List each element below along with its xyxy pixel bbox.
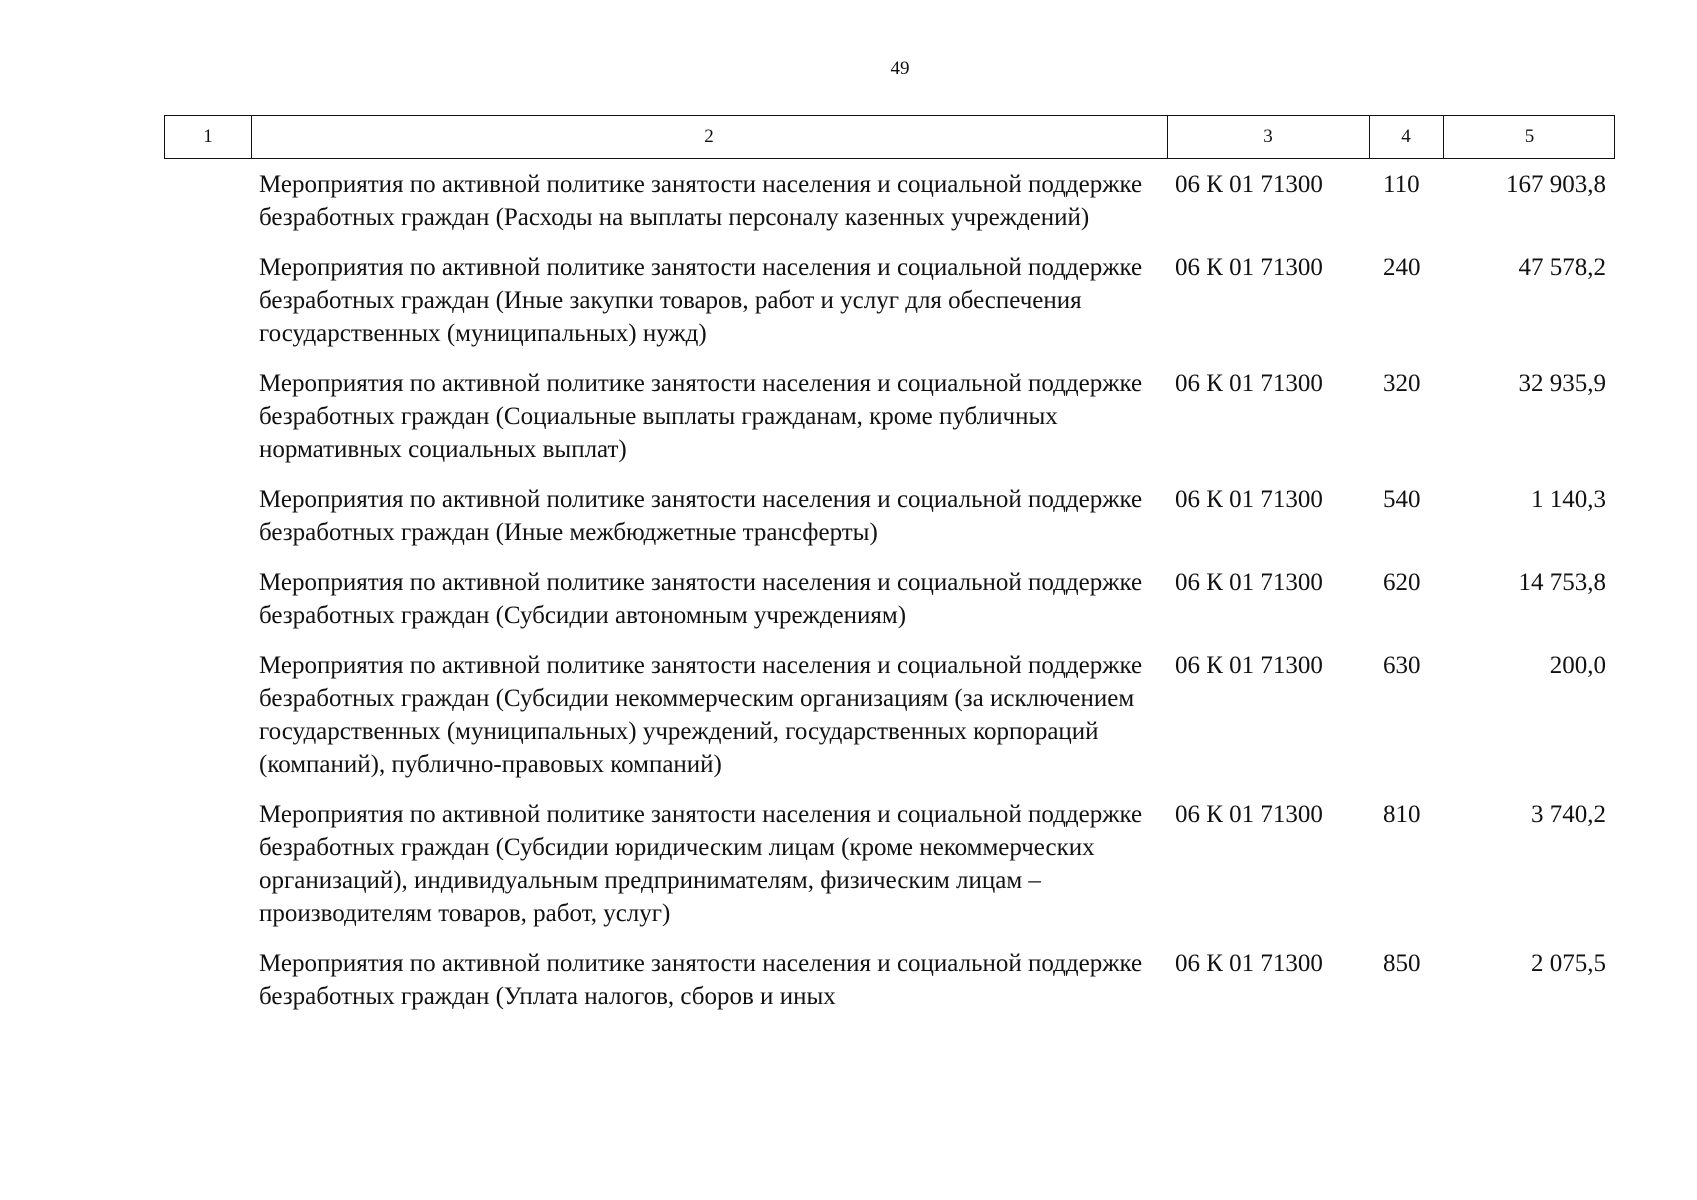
table-row (0, 649, 1697, 781)
table-row (0, 947, 1697, 1013)
header-col-4: 4 (1401, 126, 1411, 147)
row-code: 06 К 01 71300 (1175, 652, 1323, 679)
row-amount: 167 903,8 (1506, 171, 1606, 198)
table-row (0, 798, 1697, 930)
row-amount: 32 935,9 (1518, 370, 1606, 397)
row-description: Мероприятия по активной политике занятости населения и социальной поддержке безработных граждан (Иные закупки товаров, работ и услуг для обеспечения государственных (муниципальных) нужд) (259, 254, 1143, 347)
row-amount: 200,0 (1549, 652, 1606, 679)
table-row (0, 483, 1697, 549)
row-code: 06 К 01 71300 (1175, 171, 1323, 198)
row-amount: 2 075,5 (1531, 950, 1606, 977)
table-row (0, 566, 1697, 632)
row-expense-type: 810 (1383, 801, 1421, 828)
row-amount: 1 140,3 (1531, 486, 1606, 513)
row-description: Мероприятия по активной политике занятости населения и социальной поддержке безработных граждан (Уплата налогов, сборов и иных (259, 950, 1143, 1010)
page-number: 49 (890, 58, 910, 79)
header-col-3: 3 (1263, 126, 1273, 147)
header-col-1: 1 (203, 126, 213, 147)
row-code: 06 К 01 71300 (1175, 370, 1323, 397)
header-col-5: 5 (1524, 126, 1535, 147)
row-description: Мероприятия по активной политике занятости населения и социальной поддержке безработных граждан (Субсидии юридическим лицам (кроме некоммерческих организаций), индивидуальным предпринимателям, физическим лицам – производителям товаров, работ, услуг) (259, 801, 1143, 927)
row-amount: 14 753,8 (1518, 569, 1606, 596)
table-row (0, 168, 1697, 234)
row-code: 06 К 01 71300 (1175, 569, 1323, 596)
row-expense-type: 320 (1383, 370, 1421, 397)
table-body (0, 168, 1697, 1030)
header-col-2: 2 (704, 126, 714, 147)
row-code: 06 К 01 71300 (1175, 254, 1323, 281)
row-expense-type: 540 (1383, 486, 1421, 513)
row-description: Мероприятия по активной политике занятости населения и социальной поддержке безработных граждан (Расходы на выплаты персоналу казенных учреждений) (259, 171, 1143, 231)
row-description: Мероприятия по активной политике занятости населения и социальной поддержке безработных граждан (Субсидии некоммерческим организациям (за исключением государственных (муниципальных) учреждений, государственных корпораций (компаний), публично-правовых компаний) (259, 652, 1143, 778)
row-expense-type: 630 (1383, 652, 1421, 679)
row-amount: 3 740,2 (1531, 801, 1606, 828)
row-description: Мероприятия по активной политике занятости населения и социальной поддержке безработных граждан (Социальные выплаты гражданам, кроме публичных нормативных социальных выплат) (259, 370, 1143, 463)
row-code: 06 К 01 71300 (1175, 486, 1323, 513)
table-row (0, 251, 1697, 350)
row-code: 06 К 01 71300 (1175, 801, 1323, 828)
row-description: Мероприятия по активной политике занятости населения и социальной поддержке безработных граждан (Субсидии автономным учреждениям) (259, 569, 1143, 629)
row-amount: 47 578,2 (1518, 254, 1606, 281)
row-code: 06 К 01 71300 (1175, 950, 1323, 977)
table-row (0, 367, 1697, 466)
row-expense-type: 240 (1383, 254, 1421, 281)
row-expense-type: 620 (1383, 569, 1421, 596)
row-expense-type: 850 (1383, 950, 1421, 977)
row-expense-type: 110 (1383, 171, 1420, 198)
row-description: Мероприятия по активной политике занятости населения и социальной поддержке безработных граждан (Иные межбюджетные трансферты) (259, 486, 1143, 546)
table-header-row (164, 115, 1615, 159)
